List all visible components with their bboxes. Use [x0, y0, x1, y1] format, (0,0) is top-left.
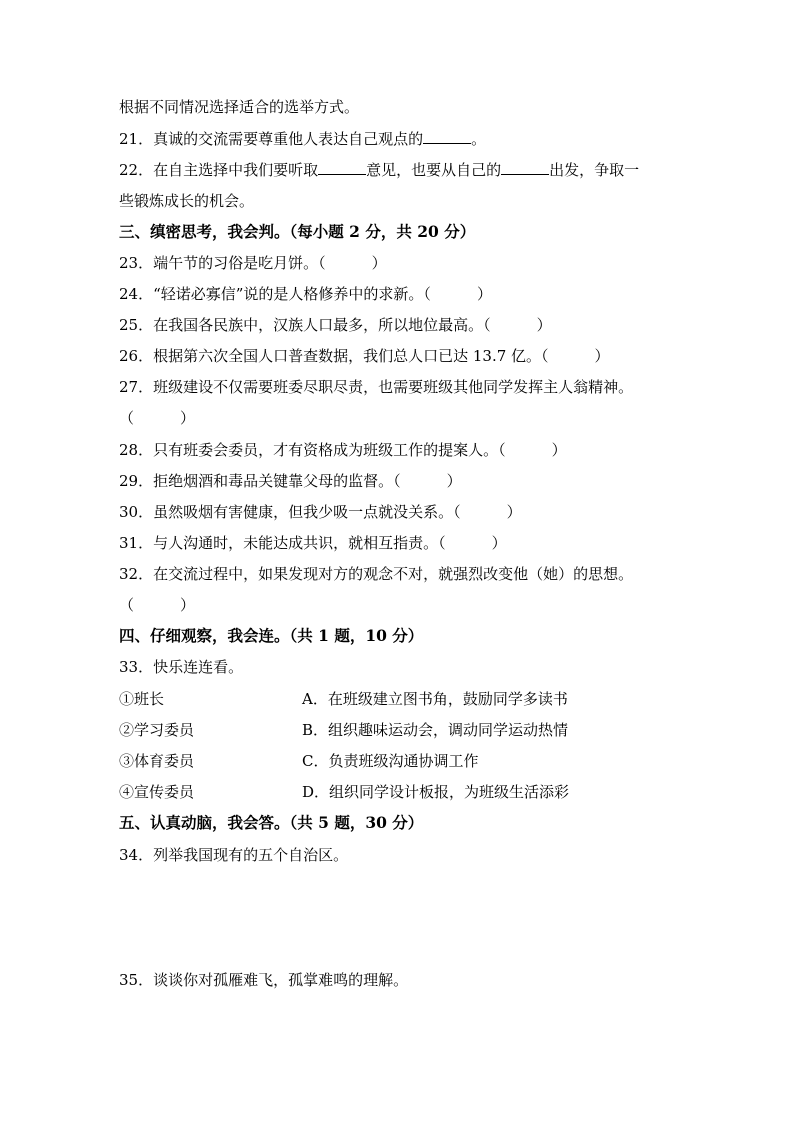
question-text: 34．列举我国现有的五个自治区。 — [119, 846, 349, 864]
fill-blank[interactable] — [501, 160, 549, 175]
question-25: 25．在我国各民族中，汉族人口最多，所以地位最高。（ ） — [119, 316, 552, 334]
question-text: 25．在我国各民族中，汉族人口最多，所以地位最高。（ — [119, 316, 491, 334]
match-left-item[interactable]: ④宣传委员 — [119, 783, 195, 801]
fill-blank[interactable] — [318, 160, 366, 175]
question-33 — [119, 657, 243, 677]
section-title: 五、认真动脑，我会答。（共 5 题，30 分） — [119, 813, 424, 832]
question-text: 26．根据第六次全国人口普查数据，我们总人口已达 13.7 亿。（ — [119, 347, 549, 365]
question-text: 35．谈谈你对孤雁难飞，孤掌难鸣的理解。 — [119, 971, 409, 989]
section-title: 四、仔细观察，我会连。（共 1 题，10 分） — [119, 626, 424, 645]
question-22-continuation — [119, 191, 254, 211]
question-32-answer: （ ） — [119, 596, 196, 614]
question-text: 29．拒绝烟酒和毒品关键靠父母的监督。（ — [119, 472, 401, 490]
question-text: 27．班级建设不仅需要班委尽职尽责，也需要班级其他同学发挥主人翁精神。 — [119, 378, 634, 396]
match-right-item[interactable]: A．在班级建立图书角，鼓励同学多读书 — [302, 690, 568, 708]
question-text: 33．快乐连连看。 — [119, 658, 244, 676]
question-31: 31．与人沟通时，未能达成共识，就相互指责。（ ） — [119, 534, 507, 552]
question-20-continuation — [119, 97, 359, 117]
question-27 — [119, 377, 633, 397]
question-34 — [119, 845, 348, 865]
match-left-item[interactable]: ③体育委员 — [119, 752, 195, 770]
question-text: 。 — [471, 130, 487, 148]
question-text: 23．端午节的习俗是吃月饼。（ — [119, 254, 326, 272]
section-3-heading — [119, 222, 475, 242]
question-text: 出发，争取一 — [549, 161, 640, 179]
question-text: 22．在自主选择中我们要听取 — [119, 161, 319, 179]
question-32 — [119, 564, 633, 584]
question-35 — [119, 970, 408, 990]
question-24: 24．“轻诺必寡信”说的是人格修养中的求新。（ ） — [119, 285, 492, 303]
question-text: 24．“轻诺必寡信”说的是人格修养中的求新。（ — [119, 285, 431, 303]
fill-blank[interactable] — [423, 129, 471, 144]
match-right-item[interactable]: B．组织趣味运动会，调动同学运动热情 — [302, 721, 569, 739]
question-28: 28．只有班委会委员，才有资格成为班级工作的提案人。（ ） — [119, 441, 567, 459]
match-left-item[interactable]: ②学习委员 — [119, 721, 195, 739]
question-text: 21．真诚的交流需要尊重他人表达自己观点的 — [119, 130, 424, 148]
question-26: 26．根据第六次全国人口普查数据，我们总人口已达 13.7 亿。（ ） — [119, 347, 610, 365]
question-23: 23．端午节的习俗是吃月饼。（ ） — [119, 254, 387, 272]
match-right-item[interactable]: C．负责班级沟通协调工作 — [302, 752, 479, 770]
question-21 — [119, 129, 486, 149]
question-29: 29．拒绝烟酒和毒品关键靠父母的监督。（ ） — [119, 472, 462, 490]
question-30: 30．虽然吸烟有害健康，但我少吸一点就没关系。（ ） — [119, 503, 522, 521]
question-text: 32．在交流过程中，如果发现对方的观念不对，就强烈改变他（她）的思想。 — [119, 565, 634, 583]
section-5-heading — [119, 813, 423, 833]
section-4-heading — [119, 626, 423, 646]
question-text: 些锻炼成长的机会。 — [119, 192, 255, 210]
question-text: 31．与人沟通时，未能达成共识，就相互指责。（ — [119, 534, 446, 552]
question-text: 意见，也要从自己的 — [366, 161, 502, 179]
question-27-answer: （ ） — [119, 409, 196, 427]
question-text: 30．虽然吸烟有害健康，但我少吸一点就没关系。（ — [119, 503, 461, 521]
question-text: 根据不同情况选择适合的选举方式。 — [119, 98, 360, 116]
match-left-item[interactable]: ①班长 — [119, 690, 165, 708]
question-text: 28．只有班委会委员，才有资格成为班级工作的提案人。（ — [119, 441, 506, 459]
section-title: 三、缜密思考，我会判。（每小题 2 分，共 20 分） — [119, 222, 476, 241]
question-22 — [119, 160, 639, 180]
match-right-item[interactable]: D．组织同学设计板报，为班级生活添彩 — [302, 783, 570, 801]
